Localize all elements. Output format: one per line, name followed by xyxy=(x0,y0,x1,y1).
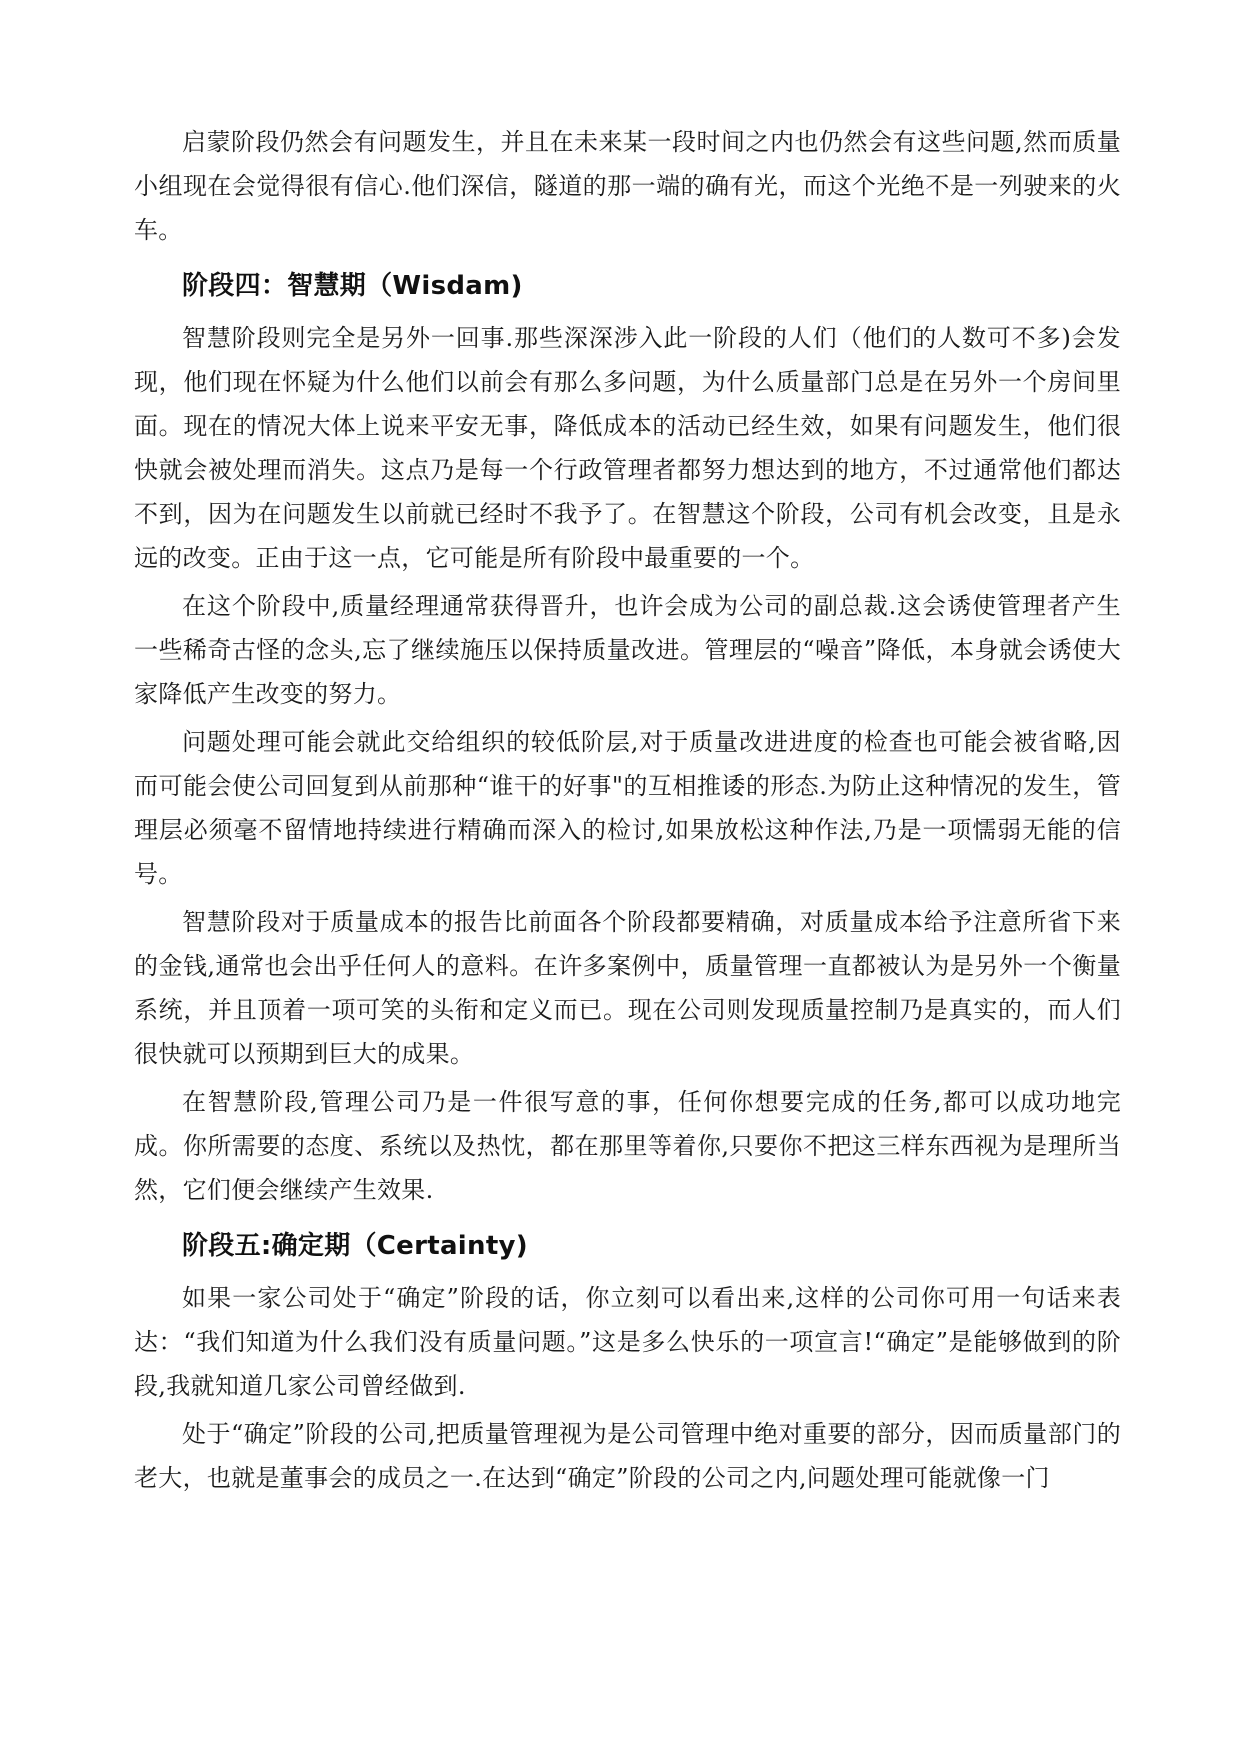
section-heading-stage-five: 阶段五:确定期（Certainty) xyxy=(182,1231,528,1261)
paragraph-wisdom-4: 智慧阶段对于质量成本的报告比前面各个阶段都要精确，对质量成本给予注意所省下来的金钱,通常也会出乎任何人的意料。在许多案例中，质量管理一直都被认为是另外一个衡量系统，并且顶着一项可笑的头衔和定义而已。现在公司则发现质量控制乃是真实的，而人们很快就可以预期到巨大的成果。 xyxy=(134,908,1121,1068)
paragraph-intro: 启蒙阶段仍然会有问题发生，并且在未来某一段时间之内也仍然会有这些问题,然而质量小组现在会觉得很有信心.他们深信，隧道的那一端的确有光，而这个光绝不是一列驶来的火车。 xyxy=(134,128,1121,244)
paragraph-wisdom-5: 在智慧阶段,管理公司乃是一件很写意的事，任何你想要完成的任务,都可以成功地完成。你所需要的态度、系统以及热忱，都在那里等着你,只要你不把这三样东西视为是理所当然，它们便会继续产生效果. xyxy=(134,1088,1121,1204)
paragraph-wisdom-2: 在这个阶段中,质量经理通常获得晋升，也许会成为公司的副总裁.这会诱使管理者产生一些稀奇古怪的念头,忘了继续施压以保持质量改进。管理层的“噪音”降低，本身就会诱使大家降低产生改变的努力。 xyxy=(134,592,1121,708)
paragraph-wisdom-1: 智慧阶段则完全是另外一回事.那些深深涉入此一阶段的人们（他们的人数可不多)会发现，他们现在怀疑为什么他们以前会有那么多问题，为什么质量部门总是在另外一个房间里面。现在的情况大体上说来平安无事，降低成本的活动已经生效，如果有问题发生，他们很快就会被处理而消失。这点乃是每一个行政管理者都努力想达到的地方，不过通常他们都达不到，因为在问题发生以前就已经时不我予了。在智慧这个阶段，公司有机会改变，且是永远的改变。正由于这一点，它可能是所有阶段中最重要的一个。 xyxy=(134,324,1121,572)
paragraph-certainty-1: 如果一家公司处于“确定”阶段的话，你立刻可以看出来,这样的公司你可用一句话来表达：“我们知道为什么我们没有质量问题。”这是多么快乐的一项宣言!“确定”是能够做到的阶段,我就知道几家公司曾经做到. xyxy=(134,1284,1121,1400)
paragraph-certainty-2: 处于“确定”阶段的公司,把质量管理视为是公司管理中绝对重要的部分，因而质量部门的老大，也就是董事会的成员之一.在达到“确定”阶段的公司之内,问题处理可能就像一门 xyxy=(134,1420,1121,1492)
section-heading-stage-four: 阶段四：智慧期（Wisdam) xyxy=(182,271,523,301)
document-body xyxy=(134,120,1121,1504)
paragraph-wisdom-3: 问题处理可能会就此交给组织的较低阶层,对于质量改进进度的检查也可能会被省略,因而可能会使公司回复到从前那种“谁干的好事"的互相推诿的形态.为防止这种情况的发生，管理层必须毫不留情地持续进行精确而深入的检讨,如果放松这种作法,乃是一项懦弱无能的信号。 xyxy=(134,728,1121,888)
